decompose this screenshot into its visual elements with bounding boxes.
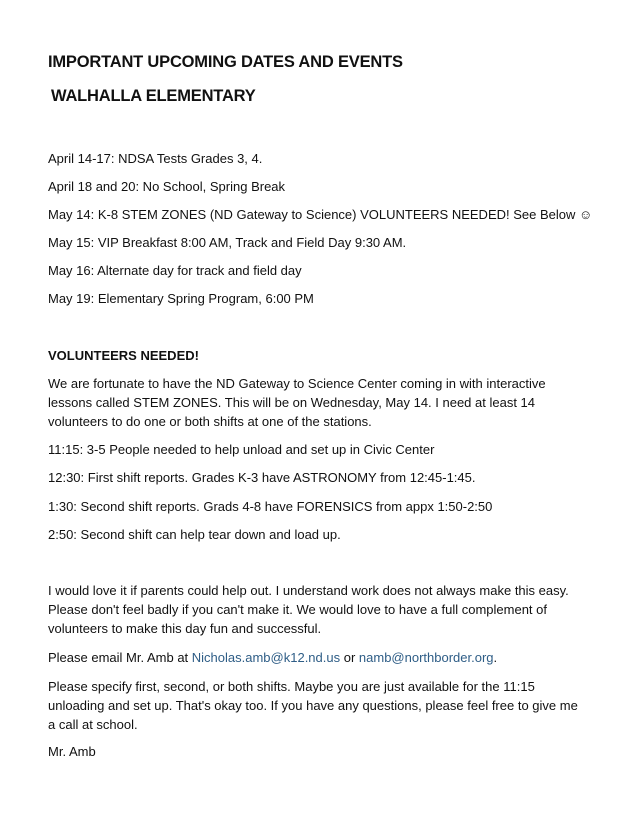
event-item: May 19: Elementary Spring Program, 6:00 PM: [48, 291, 314, 306]
schedule-item: 11:15: 3-5 People needed to help unload and set up in Civic Center: [48, 442, 435, 457]
schedule-item: 1:30: Second shift reports. Grads 4-8 have FORENSICS from appx 1:50-2:50: [48, 499, 493, 514]
shift-preference-paragraph: Please specify first, second, or both shifts. Maybe you are just available for the 11:15 unloading and set up. That's okay too. If you have any questions, please feel free to give me a call at school.: [48, 679, 578, 732]
email-connector: or: [340, 650, 359, 665]
email-link-k12[interactable]: Nicholas.amb@k12.nd.us: [191, 650, 341, 665]
event-item: May 16: Alternate day for track and field day: [48, 263, 302, 278]
school-name: WALHALLA ELEMENTARY: [51, 87, 256, 105]
page-title: IMPORTANT UPCOMING DATES AND EVENTS: [48, 53, 403, 71]
volunteers-heading: VOLUNTEERS NEEDED!: [48, 348, 199, 363]
event-item: April 18 and 20: No School, Spring Break: [48, 179, 286, 194]
event-item: May 14: K-8 STEM ZONES (ND Gateway to Science) VOLUNTEERS NEEDED! See Below ☺: [48, 207, 593, 222]
email-suffix: .: [493, 650, 498, 665]
email-line: [48, 650, 497, 665]
event-item: April 14-17: NDSA Tests Grades 3, 4.: [48, 151, 263, 166]
email-prefix: Please email Mr. Amb at: [48, 650, 192, 665]
schedule-item: 12:30: First shift reports. Grades K-3 have ASTRONOMY from 12:45-1:45.: [48, 470, 476, 485]
schedule-item: 2:50: Second shift can help tear down and load up.: [48, 527, 341, 542]
volunteers-intro: We are fortunate to have the ND Gateway to Science Center coming in with interactive lessons called STEM ZONES. This will be on Wednesday, May 14. I need at least 14 volunteers to do one or both shifts at one of the stations.: [48, 376, 546, 429]
event-item: May 15: VIP Breakfast 8:00 AM, Track and Field Day 9:30 AM.: [48, 235, 407, 250]
signature: Mr. Amb: [48, 744, 96, 759]
email-link-northborder[interactable]: namb@northborder.org: [358, 650, 494, 665]
parents-help-paragraph: I would love it if parents could help out. I understand work does not always make this easy. Please don't feel badly if you can't make it. We would love to have a full complement of volunteers to make this day fun and successful.: [48, 583, 569, 636]
